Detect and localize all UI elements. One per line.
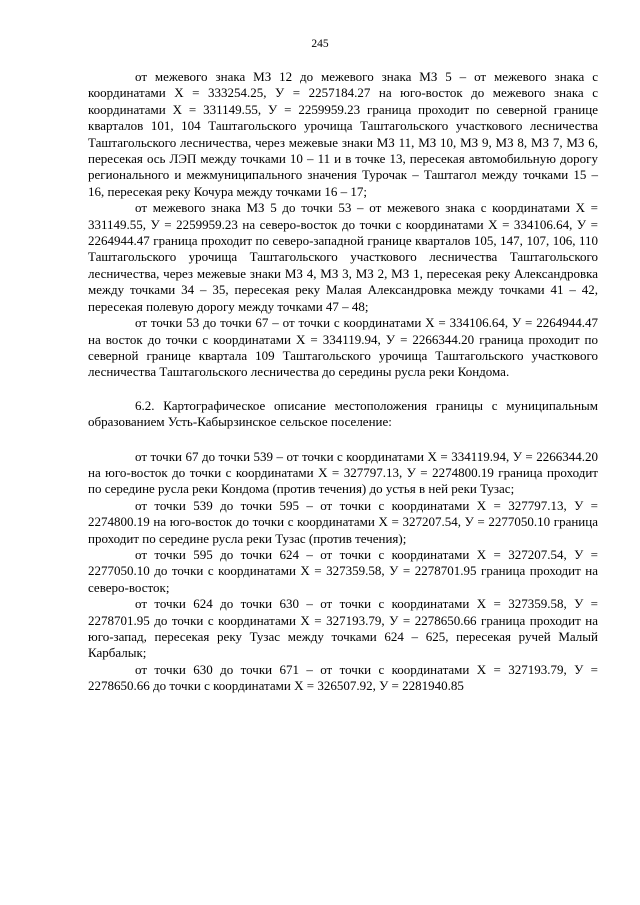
spacer	[88, 431, 598, 449]
section-heading: 6.2. Картографическое описание местоположения границы с муниципальным образованием Усть-Кабырзинское сельское поселение:	[88, 397, 598, 430]
document-body	[88, 69, 598, 695]
paragraph: от межевого знака МЗ 12 до межевого знака МЗ 5 – от межевого знака с координатами X = 333254.25, У = 2257184.27 на юго-восток до межевого знака с координатами X = 331149.55, У = 2259959.23 граница проходит по северной границе кварталов 101, 104 Таштагольского урочища Таштагольского участкового лесничества Таштагольского лесничества, через межевые знаки МЗ 11, МЗ 10, МЗ 9, МЗ 8, МЗ 7, МЗ 6, пересекая ось ЛЭП между точками 10 – 11 и в точке 13, пересекая автомобильную дорогу регионального и межмуниципального значения Турочак – Таштагол между точками 15 – 16, пересекая реку Кочура между точками 16 – 17;	[88, 69, 598, 199]
paragraph: от точки 595 до точки 624 – от точки с координатами X = 327207.54, У = 2277050.10 до точки с координатами X = 327359.58, У = 2278701.95 граница проходит на северо-восток;	[88, 546, 598, 595]
paragraph: от межевого знака МЗ 5 до точки 53 – от межевого знака с координатами X = 331149.55, У = 2259959.23 на северо-восток до точки с координатами X = 334106.64, У = 2264944.47 граница проходит по северо-западной границе кварталов 105, 147, 107, 106, 110 Таштагольского урочища Таштагольского участкового лесничества Таштагольского лесничества, через межевые знаки МЗ 4, МЗ 3, МЗ 2, МЗ 1, пересекая реку Александровка между точками 34 – 35, пересекая реку Малая Александровка между точками 41 – 42, пересекая полевую дорогу между точками 47 – 48;	[88, 200, 598, 314]
paragraph: от точки 624 до точки 630 – от точки с координатами X = 327359.58, У = 2278701.95 до точки с координатами X = 327193.79, У = 2278650.66 граница проходит на юго-запад, пересекая реку Тузас между точками 624 – 625, пересекая ручей Малый Карбалык;	[88, 596, 598, 661]
paragraph: от точки 539 до точки 595 – от точки с координатами X = 327797.13, У = 2274800.19 на юго-восток до точки с координатами X = 327207.54, У = 2277050.10 граница проходит по середине русла реки Тузас (против течения);	[88, 497, 598, 546]
paragraph: от точки 630 до точки 671 – от точки с координатами X = 327193.79, У = 2278650.66 до точки с координатами X = 326507.92, У = 2281940.85	[88, 661, 598, 694]
paragraph: от точки 53 до точки 67 – от точки с координатами X = 334106.64, У = 2264944.47 на восток до точки с координатами X = 334119.94, У = 2266344.20 граница проходит по северной границе квартала 109 Таштагольского урочища Таштагольского участкового лесничества Таштагольского лесничества до середины русла реки Кондома.	[88, 315, 598, 380]
paragraph: от точки 67 до точки 539 – от точки с координатами X = 334119.94, У = 2266344.20 на юго-восток до точки с координатами X = 327797.13, У = 2274800.19 граница проходит по середине русла реки Кондома (против течения) до устья в ней реки Тузас;	[88, 448, 598, 497]
page-number: 245	[311, 38, 329, 50]
spacer	[88, 381, 598, 398]
